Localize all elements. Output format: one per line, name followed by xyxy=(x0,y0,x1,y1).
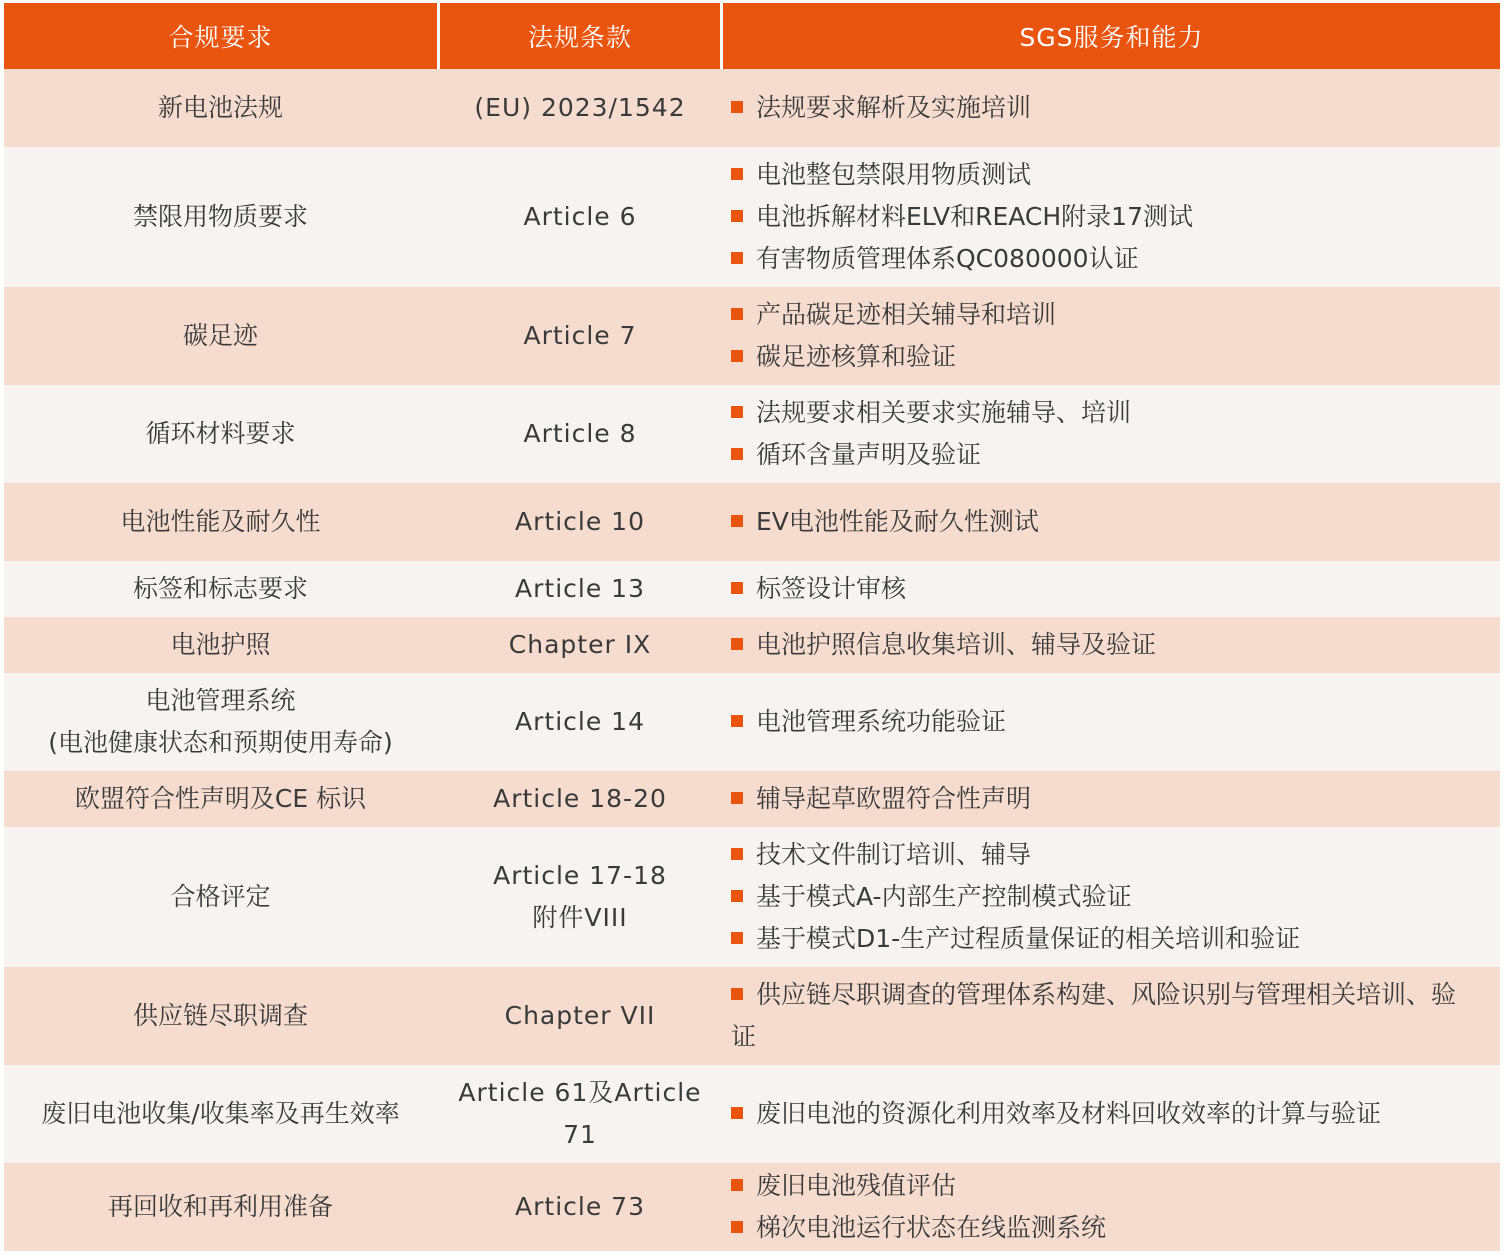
clause-cell: Chapter IX xyxy=(508,630,652,659)
service-item: 梯次电池运行状态在线监测系统 xyxy=(731,1207,1500,1249)
service-item: 碳足迹核算和验证 xyxy=(731,336,1500,378)
service-item: 有害物质管理体系QC080000认证 xyxy=(731,238,1500,280)
table-row xyxy=(4,147,1500,287)
service-item: 产品碳足迹相关辅导和培训 xyxy=(731,294,1500,336)
service-item: 技术文件制订培训、辅导 xyxy=(731,834,1500,876)
square-bullet-icon xyxy=(731,890,743,902)
service-item: 废旧电池残值评估 xyxy=(731,1165,1500,1207)
services-cell xyxy=(723,287,1500,385)
clause-line: 附件VIII xyxy=(532,903,628,932)
requirement-cell: 合格评定 xyxy=(170,882,271,911)
clause-cell: Article 18-20 xyxy=(493,784,667,813)
clause-cell xyxy=(437,1065,723,1163)
table-row xyxy=(4,69,1500,147)
service-item: 电池整包禁限用物质测试 xyxy=(731,154,1500,196)
square-bullet-icon xyxy=(731,308,743,320)
clause-line: Article 61及Article xyxy=(458,1078,702,1107)
requirement-cell: 禁限用物质要求 xyxy=(132,202,308,231)
requirement-cell: 供应链尽职调查 xyxy=(132,1001,308,1030)
square-bullet-icon xyxy=(731,168,743,180)
table-row xyxy=(4,967,1500,1065)
square-bullet-icon xyxy=(731,848,743,860)
services-cell xyxy=(723,617,1500,673)
square-bullet-icon xyxy=(731,1107,743,1119)
header-requirement: 合规要求 xyxy=(4,3,437,69)
clause-line: Article 17-18 xyxy=(493,861,667,890)
table-header xyxy=(4,3,1500,69)
square-bullet-icon xyxy=(731,515,743,527)
requirement-line: (电池健康状态和预期使用寿命) xyxy=(48,728,393,757)
clause-cell: Article 7 xyxy=(523,321,637,350)
table-row xyxy=(4,561,1500,617)
table-row xyxy=(4,385,1500,483)
service-item: 基于模式A-内部生产控制模式验证 xyxy=(731,876,1500,918)
requirement-cell xyxy=(4,673,437,771)
requirement-cell: 新电池法规 xyxy=(157,93,283,122)
requirement-cell: 碳足迹 xyxy=(182,321,258,350)
service-item: 辅导起草欧盟符合性声明 xyxy=(731,778,1500,820)
clause-cell: Article 14 xyxy=(515,707,645,736)
square-bullet-icon xyxy=(731,406,743,418)
services-cell xyxy=(723,673,1500,771)
service-item: 法规要求解析及实施培训 xyxy=(731,87,1500,129)
clause-cell: (EU) 2023/1542 xyxy=(474,93,686,122)
service-item: 电池护照信息收集培训、辅导及验证 xyxy=(731,624,1500,666)
services-cell xyxy=(723,147,1500,287)
requirement-cell: 循环材料要求 xyxy=(145,419,296,448)
requirement-cell: 欧盟符合性声明及CE 标识 xyxy=(74,784,367,813)
clause-cell: Article 73 xyxy=(515,1192,645,1221)
square-bullet-icon xyxy=(731,252,743,264)
services-cell xyxy=(723,561,1500,617)
requirement-cell: 标签和标志要求 xyxy=(132,574,308,603)
service-item: 供应链尽职调查的管理体系构建、风险识别与管理相关培训、验证 xyxy=(731,980,1457,1051)
service-item: 循环含量声明及验证 xyxy=(731,434,1500,476)
table-row xyxy=(4,1163,1500,1251)
services-cell xyxy=(723,483,1500,561)
table-row xyxy=(4,771,1500,827)
table-row xyxy=(4,673,1500,771)
services-cell xyxy=(723,1065,1500,1163)
clause-cell: Article 13 xyxy=(515,574,645,603)
square-bullet-icon xyxy=(731,638,743,650)
clause-cell xyxy=(437,827,723,967)
table-row xyxy=(4,827,1500,967)
table-row xyxy=(4,617,1500,673)
square-bullet-icon xyxy=(731,988,743,1000)
square-bullet-icon xyxy=(731,1221,743,1233)
service-item: 电池拆解材料ELV和REACH附录17测试 xyxy=(731,196,1500,238)
services-cell xyxy=(723,827,1500,967)
square-bullet-icon xyxy=(731,792,743,804)
square-bullet-icon xyxy=(731,210,743,222)
header-clause: 法规条款 xyxy=(440,3,720,69)
requirement-cell: 废旧电池收集/收集率及再生效率 xyxy=(41,1099,400,1128)
service-item: 电池管理系统功能验证 xyxy=(731,701,1500,743)
square-bullet-icon xyxy=(731,101,743,113)
clause-cell: Article 10 xyxy=(515,507,645,536)
square-bullet-icon xyxy=(731,582,743,594)
requirement-cell: 再回收和再利用准备 xyxy=(107,1192,333,1221)
square-bullet-icon xyxy=(731,932,743,944)
service-item: EV电池性能及耐久性测试 xyxy=(731,501,1500,543)
square-bullet-icon xyxy=(731,715,743,727)
requirement-cell: 电池性能及耐久性 xyxy=(120,507,321,536)
clause-line: 71 xyxy=(563,1120,597,1149)
header-services: SGS服务和能力 xyxy=(723,3,1500,69)
service-item: 废旧电池的资源化利用效率及材料回收效率的计算与验证 xyxy=(731,1093,1500,1135)
services-cell xyxy=(723,385,1500,483)
table-row xyxy=(4,1065,1500,1163)
table-row xyxy=(4,287,1500,385)
services-cell xyxy=(723,771,1500,827)
compliance-table xyxy=(4,3,1500,1251)
services-cell xyxy=(723,967,1500,1065)
clause-cell: Chapter VII xyxy=(504,1001,656,1030)
clause-cell: Article 8 xyxy=(523,419,637,448)
service-item: 标签设计审核 xyxy=(731,568,1500,610)
requirement-cell: 电池护照 xyxy=(170,630,271,659)
square-bullet-icon xyxy=(731,350,743,362)
requirement-line: 电池管理系统 xyxy=(145,686,296,715)
square-bullet-icon xyxy=(731,448,743,460)
services-cell xyxy=(723,1163,1500,1251)
services-cell xyxy=(723,69,1500,147)
service-item: 基于模式D1-生产过程质量保证的相关培训和验证 xyxy=(731,918,1500,960)
clause-cell: Article 6 xyxy=(523,202,637,231)
table-row xyxy=(4,483,1500,561)
square-bullet-icon xyxy=(731,1179,743,1191)
service-item: 法规要求相关要求实施辅导、培训 xyxy=(731,392,1500,434)
